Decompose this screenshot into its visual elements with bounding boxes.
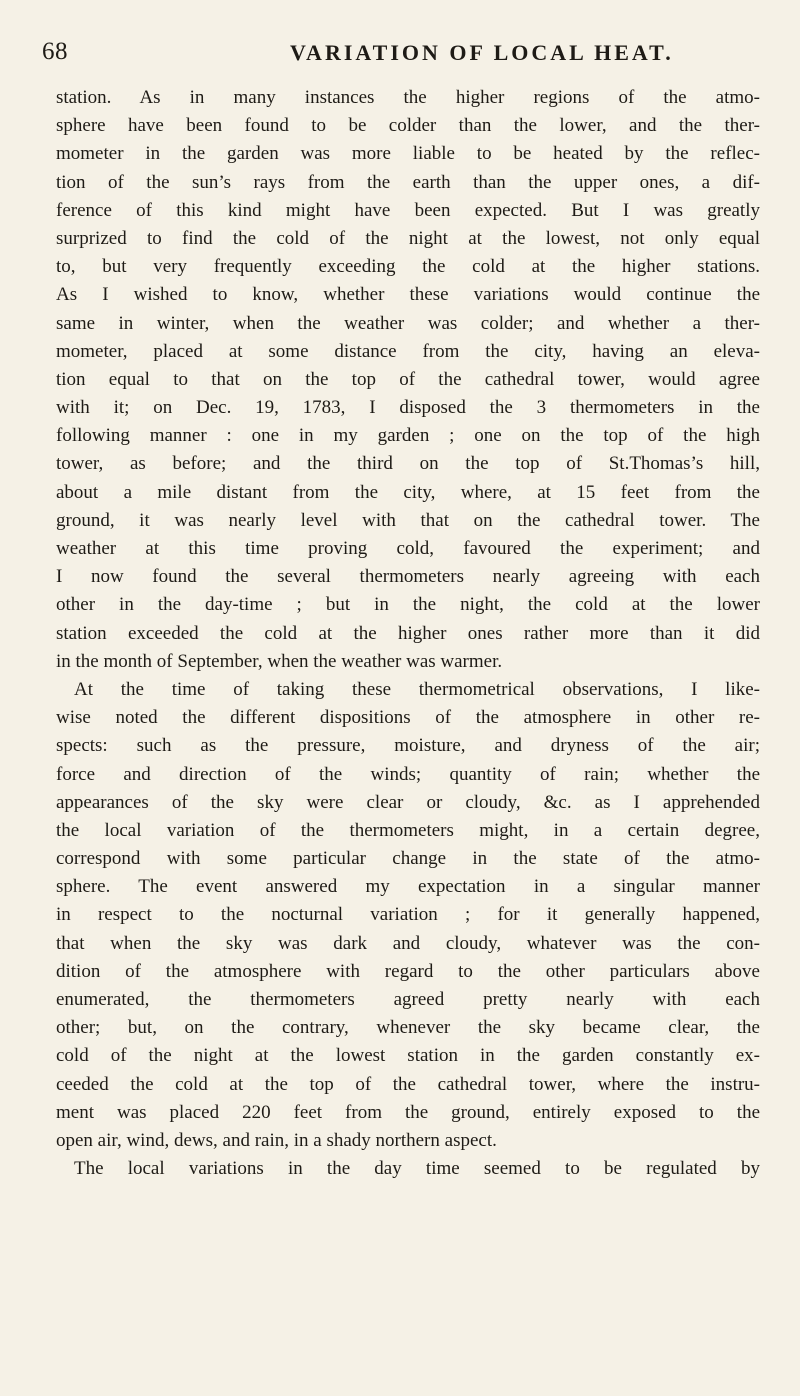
text-line: wise noted the different dispositions of the atmosphere in other re- xyxy=(56,707,760,729)
body-text xyxy=(56,84,760,1183)
text-line: mometer in the garden was more liable to be heated by the reflec- xyxy=(56,143,760,165)
page-number: 68 xyxy=(42,38,68,65)
text-line: sphere have been found to be colder than the lower, and the ther- xyxy=(56,115,760,137)
text-line: mometer, placed at some distance from the city, having an eleva- xyxy=(56,340,760,362)
text-line: tion of the sun’s rays from the earth than the upper ones, a dif- xyxy=(56,171,760,193)
text-line: sphere. The event answered my expectation in a singular manner xyxy=(56,876,760,898)
text-line: cold of the night at the lowest station in the garden constantly ex- xyxy=(56,1045,760,1067)
text-line-paragraph-end: open air, wind, dews, and rain, in a shady northern aspect. xyxy=(56,1129,497,1151)
text-line: force and direction of the winds; quantity of rain; whether the xyxy=(56,763,760,785)
text-line: other in the day-time ; but in the night, the cold at the lower xyxy=(56,594,760,616)
text-line: to, but very frequently exceeding the cold at the higher stations. xyxy=(56,256,760,278)
text-line-paragraph-start: The local variations in the day time seemed to be regulated by xyxy=(74,1158,760,1180)
text-line: As I wished to know, whether these variations would continue the xyxy=(56,284,760,306)
text-line: tion equal to that on the top of the cathedral tower, would agree xyxy=(56,368,760,390)
running-head-title: VARIATION OF LOCAL HEAT. xyxy=(290,40,674,65)
text-line: in respect to the nocturnal variation ; for it generally happened, xyxy=(56,904,760,926)
text-line: ground, it was nearly level with that on the cathedral tower. The xyxy=(56,509,760,531)
text-line: the local variation of the thermometers might, in a certain degree, xyxy=(56,819,760,841)
text-line: following manner : one in my garden ; one on the top of the high xyxy=(56,425,760,447)
text-line: weather at this time proving cold, favoured the experiment; and xyxy=(56,538,760,559)
text-line: I now found the several thermometers nearly agreeing with each xyxy=(56,566,760,588)
text-line-paragraph-start: At the time of taking these thermometrical observations, I like- xyxy=(74,678,760,700)
text-line: same in winter, when the weather was colder; and whether a ther- xyxy=(56,312,760,334)
text-line: correspond with some particular change in the state of the atmo- xyxy=(56,848,760,870)
text-line: station exceeded the cold at the higher ones rather more than it did xyxy=(56,622,760,644)
text-line: surprized to find the cold of the night at the lowest, not only equal xyxy=(56,227,760,249)
text-line: station. As in many instances the higher regions of the atmo- xyxy=(56,87,760,108)
text-line: dition of the atmosphere with regard to the other particulars above xyxy=(56,960,760,982)
text-line: that when the sky was dark and cloudy, whatever was the con- xyxy=(56,932,760,954)
text-line-paragraph-end: in the month of September, when the weather was warmer. xyxy=(56,650,503,672)
text-line: tower, as before; and the third on the top of St.Thomas’s hill, xyxy=(56,453,760,475)
text-line: ference of this kind might have been expected. But I was greatly xyxy=(56,199,760,221)
running-head xyxy=(40,38,760,68)
text-line: ceeded the cold at the top of the cathedral tower, where the instru- xyxy=(56,1073,760,1095)
text-line: spects: such as the pressure, moisture, and dryness of the air; xyxy=(56,735,760,757)
text-line: about a mile distant from the city, where, at 15 feet from the xyxy=(56,481,760,503)
text-line: other; but, on the contrary, whenever the sky became clear, the xyxy=(56,1017,760,1039)
text-line: with it; on Dec. 19, 1783, I disposed the 3 thermometers in the xyxy=(56,397,760,419)
text-line: enumerated, the thermometers agreed pretty nearly with each xyxy=(56,989,760,1010)
text-line: appearances of the sky were clear or cloudy, &c. as I apprehended xyxy=(56,791,760,813)
text-line: ment was placed 220 feet from the ground, entirely exposed to the xyxy=(56,1101,760,1123)
